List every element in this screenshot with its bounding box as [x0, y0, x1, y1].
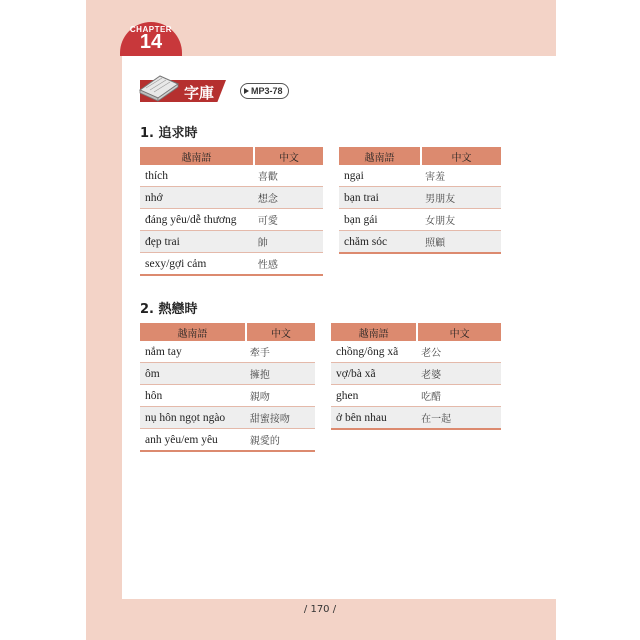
vocab-table-1 — [140, 147, 323, 276]
chinese-term: 老婆 — [417, 363, 501, 385]
vietnamese-term: ghen — [331, 385, 417, 407]
vietnamese-term: ở bên nhau — [331, 407, 417, 430]
chinese-term: 甜蜜接吻 — [246, 407, 315, 429]
chinese-term: 吃醋 — [417, 385, 501, 407]
vietnamese-term: đáng yêu/dễ thương — [140, 209, 254, 231]
chinese-term: 親吻 — [246, 385, 315, 407]
chapter-label: CHAPTER — [129, 25, 173, 34]
table-row — [140, 209, 323, 231]
table-row — [140, 253, 323, 276]
vocab-table-4 — [331, 323, 501, 430]
chinese-term: 在一起 — [417, 407, 501, 430]
book-icon — [136, 70, 182, 104]
vietnamese-term: chăm sóc — [339, 231, 421, 254]
table-row — [339, 187, 501, 209]
audio-label: MP3-78 — [251, 86, 283, 96]
vietnamese-term: ôm — [140, 363, 246, 385]
vietnamese-term: nắm tay — [140, 341, 246, 363]
table-row — [331, 385, 501, 407]
table-row — [140, 429, 315, 452]
table-row — [339, 165, 501, 187]
vocab-table-2 — [339, 147, 501, 254]
heading-romance: 2. 熱戀時 — [140, 302, 198, 317]
table-row — [339, 209, 501, 231]
header-vietnamese: 越南語 — [140, 147, 254, 165]
chinese-term: 想念 — [254, 187, 323, 209]
table-row — [140, 187, 323, 209]
header-vietnamese: 越南語 — [339, 147, 421, 165]
chinese-term: 害羞 — [421, 165, 501, 187]
table-row — [140, 363, 315, 385]
chinese-term: 可愛 — [254, 209, 323, 231]
table-row — [339, 231, 501, 254]
header-chinese: 中文 — [254, 147, 323, 165]
table-row — [140, 385, 315, 407]
vietnamese-term: chồng/ông xã — [331, 341, 417, 363]
table-row — [140, 231, 323, 253]
header-chinese: 中文 — [246, 323, 315, 341]
chinese-term: 喜歡 — [254, 165, 323, 187]
vietnamese-term: vợ/bà xã — [331, 363, 417, 385]
play-icon — [244, 88, 249, 94]
vocab-table-3 — [140, 323, 315, 452]
chinese-term: 帥 — [254, 231, 323, 253]
table-row — [140, 165, 323, 187]
vietnamese-term: sexy/gợi cảm — [140, 253, 254, 276]
table-row — [331, 407, 501, 430]
chinese-term: 擁抱 — [246, 363, 315, 385]
vietnamese-term: hôn — [140, 385, 246, 407]
header-chinese: 中文 — [421, 147, 501, 165]
audio-tag[interactable] — [240, 83, 289, 99]
vietnamese-term: ngại — [339, 165, 421, 187]
chinese-term: 老公 — [417, 341, 501, 363]
table-row — [331, 341, 501, 363]
table-row — [140, 407, 315, 429]
page-number: / 170 / — [303, 604, 337, 615]
header-chinese: 中文 — [417, 323, 501, 341]
vietnamese-term: anh yêu/em yêu — [140, 429, 246, 452]
vietnamese-term: nụ hôn ngọt ngào — [140, 407, 246, 429]
chapter-badge — [120, 22, 182, 56]
chinese-term: 男朋友 — [421, 187, 501, 209]
chinese-term: 性感 — [254, 253, 323, 276]
header-vietnamese: 越南語 — [331, 323, 417, 341]
chapter-number: 14 — [139, 31, 163, 53]
vietnamese-term: đẹp trai — [140, 231, 254, 253]
vietnamese-term: nhớ — [140, 187, 254, 209]
chinese-term: 牽手 — [246, 341, 315, 363]
vietnamese-term: thích — [140, 165, 254, 187]
table-row — [140, 341, 315, 363]
section-title: 字庫 — [184, 84, 215, 102]
chinese-term: 親愛的 — [246, 429, 315, 452]
vietnamese-term: bạn trai — [339, 187, 421, 209]
header-vietnamese: 越南語 — [140, 323, 246, 341]
heading-pursuit: 1. 追求時 — [140, 126, 198, 141]
chinese-term: 女朋友 — [421, 209, 501, 231]
vietnamese-term: bạn gái — [339, 209, 421, 231]
table-row — [331, 363, 501, 385]
chinese-term: 照顧 — [421, 231, 501, 254]
